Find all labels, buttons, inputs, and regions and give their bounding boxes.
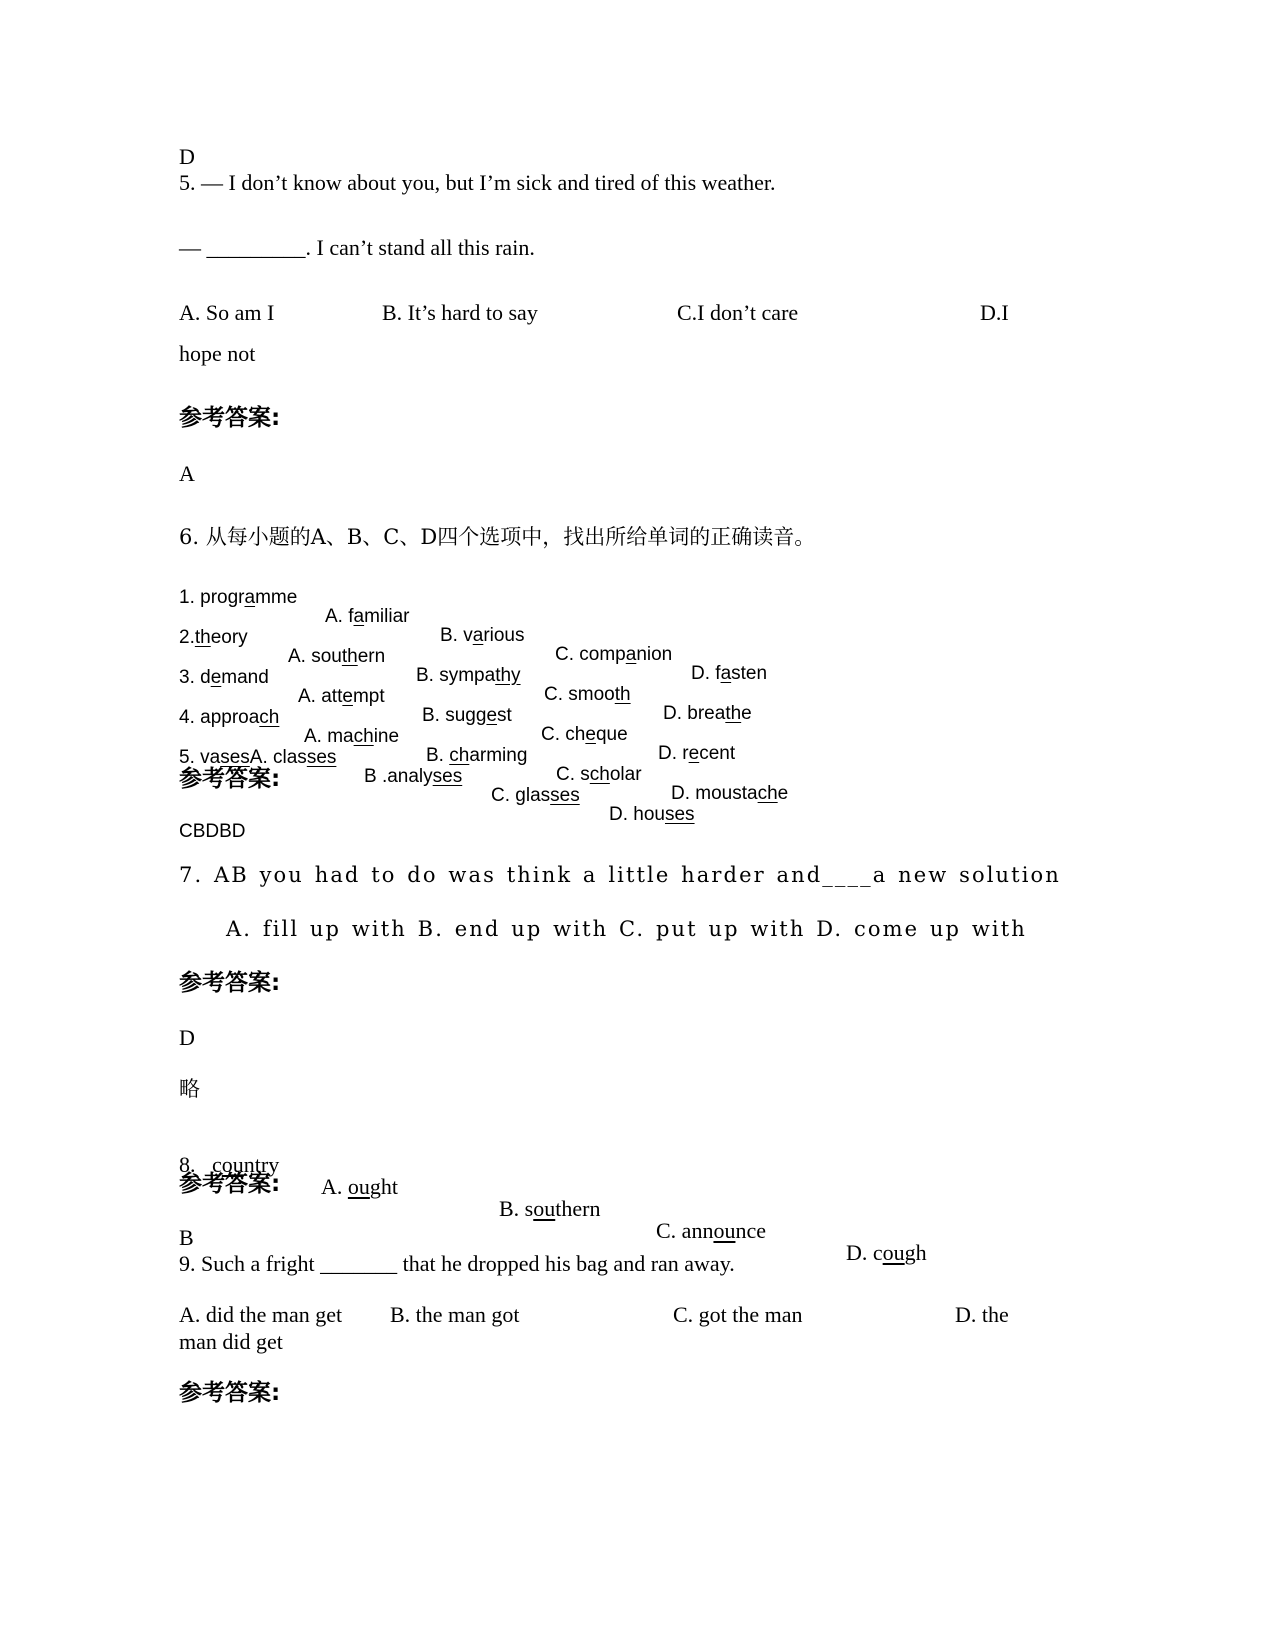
- text-segment: B. sugg: [422, 705, 487, 726]
- q5-reply: — _________. I can’t stand all this rain.: [179, 235, 535, 260]
- text-segment: B.: [426, 745, 450, 766]
- text-segment: ntry: [243, 1152, 280, 1177]
- text-segment: B. v: [440, 625, 473, 646]
- text-segment: mand: [221, 667, 269, 688]
- q9-option-d: D. the: [955, 1302, 1009, 1327]
- underlined-letters: ch: [757, 783, 778, 804]
- text-segment: C. s: [556, 764, 590, 785]
- underlined-letters: ses: [432, 766, 463, 787]
- q9-stem: 9. Such a fright _______ that he dropped his bag and ran away.: [179, 1251, 735, 1276]
- q9-option-a: A. did the man get: [179, 1302, 343, 1327]
- q9-answer-label: 参考答案:: [179, 1380, 281, 1406]
- q9-option-d-cont: man did get: [179, 1329, 283, 1354]
- text-segment: D. hou: [609, 804, 665, 825]
- text-segment: que: [595, 724, 628, 745]
- q6-word: [179, 708, 279, 727]
- text-segment: 2.: [179, 627, 195, 648]
- underlined-letters: a: [720, 663, 732, 684]
- text-segment: ern: [357, 646, 386, 667]
- q5-option-d: D.I: [980, 300, 1009, 325]
- underlined-letters: ses: [550, 785, 580, 806]
- q6-option-c: [541, 725, 628, 744]
- text-segment: sten: [731, 663, 768, 684]
- q6-answer: CBDBD: [179, 821, 246, 842]
- underlined-letters: th: [341, 646, 358, 667]
- text-segment: 5. va: [179, 747, 221, 768]
- text-segment: olar: [609, 764, 642, 785]
- q6-word: [179, 748, 336, 767]
- q6-option-c: [556, 765, 642, 784]
- underlined-letters: th: [725, 703, 742, 724]
- q5-stem: 5. — I don’t know about you, but I’m sick and tired of this weather.: [179, 170, 776, 195]
- q5-option-c: C.I don’t care: [677, 300, 799, 325]
- text-segment: ine: [373, 726, 400, 747]
- q6-option-d: [658, 744, 735, 763]
- underlined-letters: a: [244, 587, 256, 608]
- underlined-letters: th: [614, 684, 631, 705]
- q8-option-c: [656, 1220, 766, 1242]
- text-segment: 1. progr: [179, 587, 245, 608]
- q6-word: [179, 668, 269, 687]
- q6-option-a: [298, 687, 385, 706]
- text-segment: 3. d: [179, 667, 211, 688]
- text-segment: st: [497, 705, 512, 726]
- q6-answer-label: 参考答案:: [179, 766, 281, 792]
- underlined-letters: e: [210, 667, 222, 688]
- text-segment: miliar: [364, 606, 410, 627]
- text-segment: D. mousta: [671, 783, 758, 804]
- q6-stem: 6. 从每小题的A、B、C、D四个选项中，找出所给单词的正确读音。: [179, 525, 816, 549]
- text-segment: D. f: [691, 663, 721, 684]
- text-segment: e: [777, 783, 789, 804]
- text-segment: rious: [483, 625, 525, 646]
- text-segment: eory: [210, 627, 248, 648]
- text-segment: nion: [636, 644, 673, 665]
- q6-option-b: [422, 706, 512, 725]
- q7-answer-label: 参考答案:: [179, 970, 281, 996]
- text-segment: 8. c: [179, 1152, 222, 1177]
- underlined-letters: ses: [220, 747, 250, 768]
- text-segment: e: [741, 703, 752, 724]
- underlined-letters: ses: [306, 747, 337, 768]
- q6-option-c: [544, 685, 631, 704]
- text-segment: mpt: [352, 686, 385, 707]
- q5-option-a: A. So am I: [179, 300, 275, 325]
- q9-option-c: C. got the man: [673, 1302, 803, 1327]
- underlined-letters: ch: [353, 726, 374, 747]
- underlined-letters: e: [486, 705, 498, 726]
- text-segment: gh: [904, 1240, 927, 1265]
- text-segment: A. sou: [288, 646, 342, 667]
- text-segment: D. r: [658, 743, 689, 764]
- underlined-letters: ou: [533, 1196, 556, 1221]
- q5-answer: A: [179, 461, 195, 486]
- underlined-letters: ou: [221, 1152, 244, 1177]
- underlined-letters: ou: [713, 1218, 736, 1243]
- underlined-letters: ou: [347, 1174, 370, 1199]
- q7-stem: 7. AB you had to do was think a little harder and____a new solution: [179, 863, 1061, 887]
- q8-option-d: [846, 1242, 927, 1264]
- q8-option-a: [321, 1176, 398, 1198]
- previous-answer: D: [179, 144, 195, 169]
- q8-answer: B: [179, 1225, 194, 1250]
- q7-options: A. fill up with B. end up with C. put up with D. come up with: [226, 917, 1027, 941]
- q6-option-d: [663, 704, 752, 723]
- q6-option-a: [325, 607, 409, 626]
- q5-option-b: B. It’s hard to say: [382, 300, 538, 325]
- text-segment: D. c: [846, 1240, 883, 1265]
- text-segment: B. s: [499, 1196, 534, 1221]
- underlined-letters: ch: [589, 764, 610, 785]
- text-segment: C. glas: [491, 785, 551, 806]
- q6-option-b: [426, 746, 527, 765]
- q6-option-d: [691, 664, 767, 683]
- text-segment: A. clas: [249, 747, 307, 768]
- q6-option-c: [555, 645, 672, 664]
- text-segment: B. sympa: [416, 665, 496, 686]
- underlined-letters: a: [625, 644, 637, 665]
- underlined-letters: ou: [882, 1240, 905, 1265]
- underlined-letters: a: [353, 606, 365, 627]
- text-segment: A. att: [298, 686, 343, 707]
- text-segment: C. smoo: [544, 684, 615, 705]
- q6-option-b: [416, 666, 521, 685]
- q9-option-b: B. the man got: [390, 1302, 520, 1327]
- underlined-letters: ch: [259, 707, 280, 728]
- q5-answer-label: 参考答案:: [179, 405, 281, 431]
- underlined-letters: thy: [495, 665, 521, 686]
- q6-word: [179, 588, 297, 607]
- q8-option-b: [499, 1198, 600, 1220]
- q6-option-b: [440, 626, 525, 645]
- underlined-letters: th: [194, 627, 211, 648]
- text-segment: 4. approa: [179, 707, 260, 728]
- text-segment: arming: [469, 745, 528, 766]
- q6-option-c: [491, 786, 580, 805]
- text-segment: cent: [699, 743, 736, 764]
- q6-option-a: [288, 647, 385, 666]
- text-segment: C. ann: [656, 1218, 714, 1243]
- q6-option-d: [671, 784, 788, 803]
- q5-option-d-cont: hope not: [179, 341, 256, 366]
- underlined-letters: ch: [449, 745, 470, 766]
- underlined-letters: e: [342, 686, 353, 707]
- q6-option-b: [364, 767, 462, 786]
- q6-option-d: [609, 805, 695, 824]
- text-segment: A. ma: [304, 726, 354, 747]
- text-segment: D. brea: [663, 703, 726, 724]
- text-segment: mme: [255, 587, 298, 608]
- text-segment: thern: [555, 1196, 601, 1221]
- q7-answer: D: [179, 1025, 195, 1050]
- underlined-letters: e: [688, 743, 700, 764]
- underlined-letters: e: [585, 724, 596, 745]
- text-segment: C. ch: [541, 724, 586, 745]
- q7-note: 略: [179, 1077, 200, 1101]
- text-segment: B .analy: [364, 766, 433, 787]
- text-segment: C. comp: [555, 644, 626, 665]
- text-segment: A.: [321, 1174, 348, 1199]
- text-segment: nce: [735, 1218, 766, 1243]
- q8-answer-label: 参考答案:: [179, 1171, 281, 1197]
- text-segment: A. f: [325, 606, 354, 627]
- underlined-letters: a: [472, 625, 484, 646]
- q6-word: [179, 628, 248, 647]
- q6-option-a: [304, 727, 399, 746]
- underlined-letters: ses: [664, 804, 695, 825]
- text-segment: ght: [369, 1174, 399, 1199]
